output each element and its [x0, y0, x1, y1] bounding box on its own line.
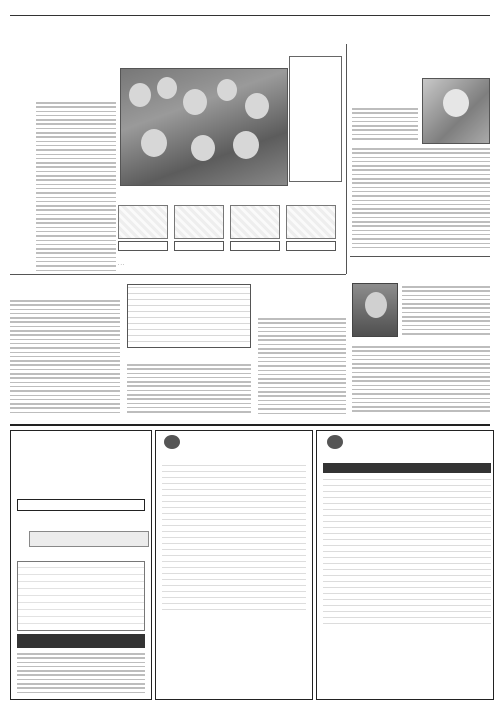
ad-chungang-box[interactable] — [316, 430, 494, 700]
news-body — [10, 300, 120, 418]
right-body-2a — [402, 286, 490, 338]
mother-photo — [422, 78, 490, 144]
ad3-band — [323, 463, 491, 473]
ad2-logo-icon — [164, 435, 180, 449]
cartoon-label — [230, 241, 280, 251]
cartoon-panel — [286, 205, 336, 259]
portrait-photo — [352, 283, 398, 337]
right-body-top — [352, 108, 418, 144]
vertical-divider — [346, 44, 347, 274]
photo-caption — [120, 188, 290, 200]
ad3-rows — [323, 477, 491, 629]
ad-seongdeok[interactable] — [155, 430, 313, 700]
horizontal-divider — [350, 256, 490, 257]
cartoon-label — [118, 241, 168, 251]
data-table — [127, 284, 251, 348]
cartoon-sublabels: · · · — [118, 262, 125, 267]
ad1-footer — [17, 634, 145, 648]
cartoon-label — [286, 241, 336, 251]
ad1-phone[interactable] — [29, 531, 149, 547]
ad2-rows — [162, 465, 306, 615]
table-article-body — [127, 364, 251, 418]
horizontal-divider — [10, 274, 346, 275]
right-body — [352, 148, 490, 252]
page-header — [10, 2, 490, 16]
ad3-logo-icon — [327, 435, 343, 449]
ad1-deadline — [17, 499, 145, 511]
cartoon-panel — [118, 205, 168, 259]
cartoon-label — [174, 241, 224, 251]
kids-photo — [120, 68, 288, 186]
mid-body — [258, 318, 346, 418]
ad1-extra-lines — [17, 653, 145, 695]
cartoon-strip — [118, 205, 343, 260]
cartoon-panel — [174, 205, 224, 259]
ads-divider — [10, 424, 490, 426]
cartoon-panel — [230, 205, 280, 259]
sidebar-list — [292, 60, 342, 180]
article-body-col1 — [36, 102, 116, 274]
right-body-2b — [352, 346, 490, 416]
ad1-grid — [17, 561, 145, 631]
ad-kimcheon[interactable] — [10, 430, 152, 700]
